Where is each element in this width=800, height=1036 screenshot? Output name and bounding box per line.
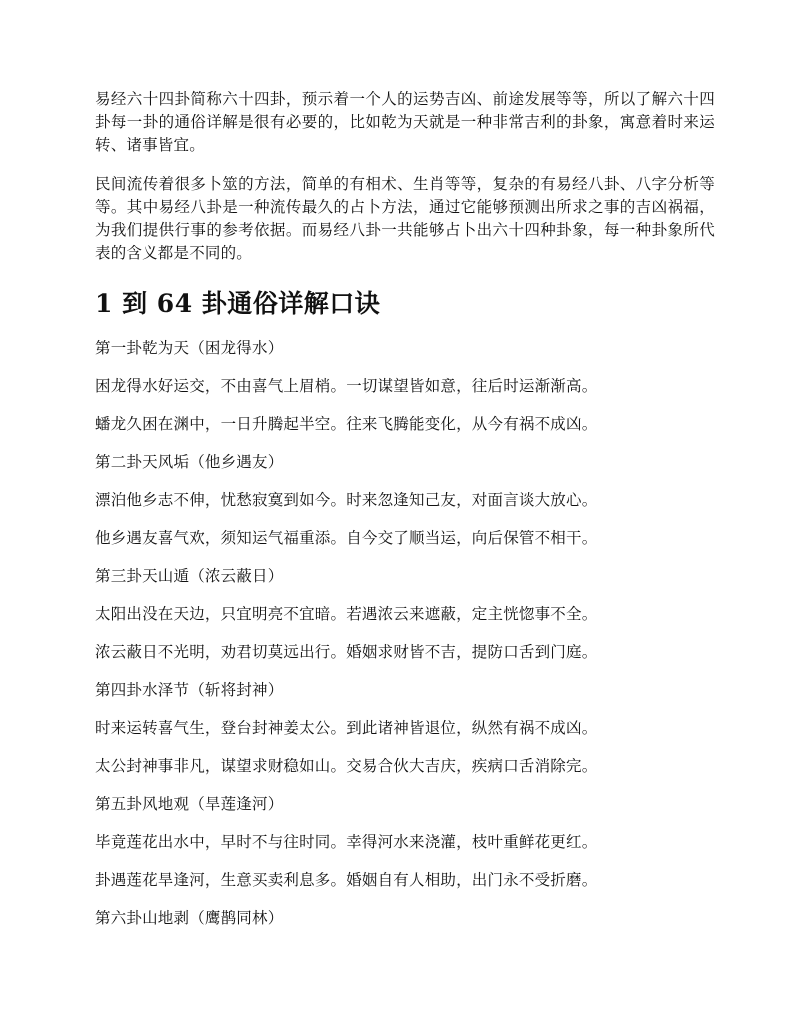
hexagram-title-2: 第二卦天风垢（他乡遇友） [95, 453, 284, 471]
verse-line: 毕竟莲花出水中，早时不与往时同。幸得河水来浇灌，枝叶重鲜花更红。 [95, 833, 598, 851]
verse-line: 时来运转喜气生，登台封神姜太公。到此诸神皆退位，纵然有祸不成凶。 [95, 719, 598, 737]
hexagram-title-5: 第五卦风地观（旱莲逢河） [95, 795, 284, 813]
verse-line: 太阳出没在天边，只宜明亮不宜暗。若遇浓云来遮蔽，定主恍惚事不全。 [95, 605, 598, 623]
document-page [95, 88, 715, 945]
verse-line: 他乡遇友喜气欢，须知运气福重添。自今交了顺当运，向后保管不相干。 [95, 529, 598, 547]
verse-line: 蟠龙久困在渊中，一日升腾起半空。往来飞腾能变化，从今有祸不成凶。 [95, 415, 598, 433]
hexagram-title-3: 第三卦天山遁（浓云蔽日） [95, 567, 284, 585]
intro-paragraph-2: 民间流传着很多卜筮的方法，简单的有相术、生肖等等，复杂的有易经八卦、八字分析等等。其中易经八卦是一种流传最久的占卜方法，通过它能够预测出所求之事的吉凶祸福，为我们提供行事的参考依据。而易经八卦一共能够占卜出六十四种卦象，每一种卦象所代表的含义都是不同的。 [95, 175, 715, 262]
hexagram-title-1: 第一卦乾为天（困龙得水） [95, 339, 284, 357]
hexagram-title-6: 第六卦山地剥（鹰鹊同林） [95, 909, 284, 927]
verse-line: 浓云蔽日不光明，劝君切莫远出行。婚姻求财皆不吉，提防口舌到门庭。 [95, 643, 598, 661]
intro-paragraph-1: 易经六十四卦简称六十四卦，预示着一个人的运势吉凶、前途发展等等，所以了解六十四卦每一卦的通俗详解是很有必要的，比如乾为天就是一种非常吉利的卦象，寓意着时来运转、诸事皆宜。 [95, 90, 715, 154]
verse-line: 太公封神事非凡，谋望求财稳如山。交易合伙大吉庆，疾病口舌消除完。 [95, 757, 598, 775]
verse-line: 卦遇莲花旱逢河，生意买卖利息多。婚姻自有人相助，出门永不受折磨。 [95, 871, 598, 889]
section-heading: 1 到 64 卦通俗详解口诀 [95, 289, 381, 318]
verse-line: 困龙得水好运交，不由喜气上眉梢。一切谋望皆如意，往后时运渐渐高。 [95, 377, 598, 395]
hexagram-title-4: 第四卦水泽节（斩将封神） [95, 681, 284, 699]
verse-line: 漂泊他乡志不伸，忧愁寂寞到如今。时来忽逢知己友，对面言谈大放心。 [95, 491, 598, 509]
